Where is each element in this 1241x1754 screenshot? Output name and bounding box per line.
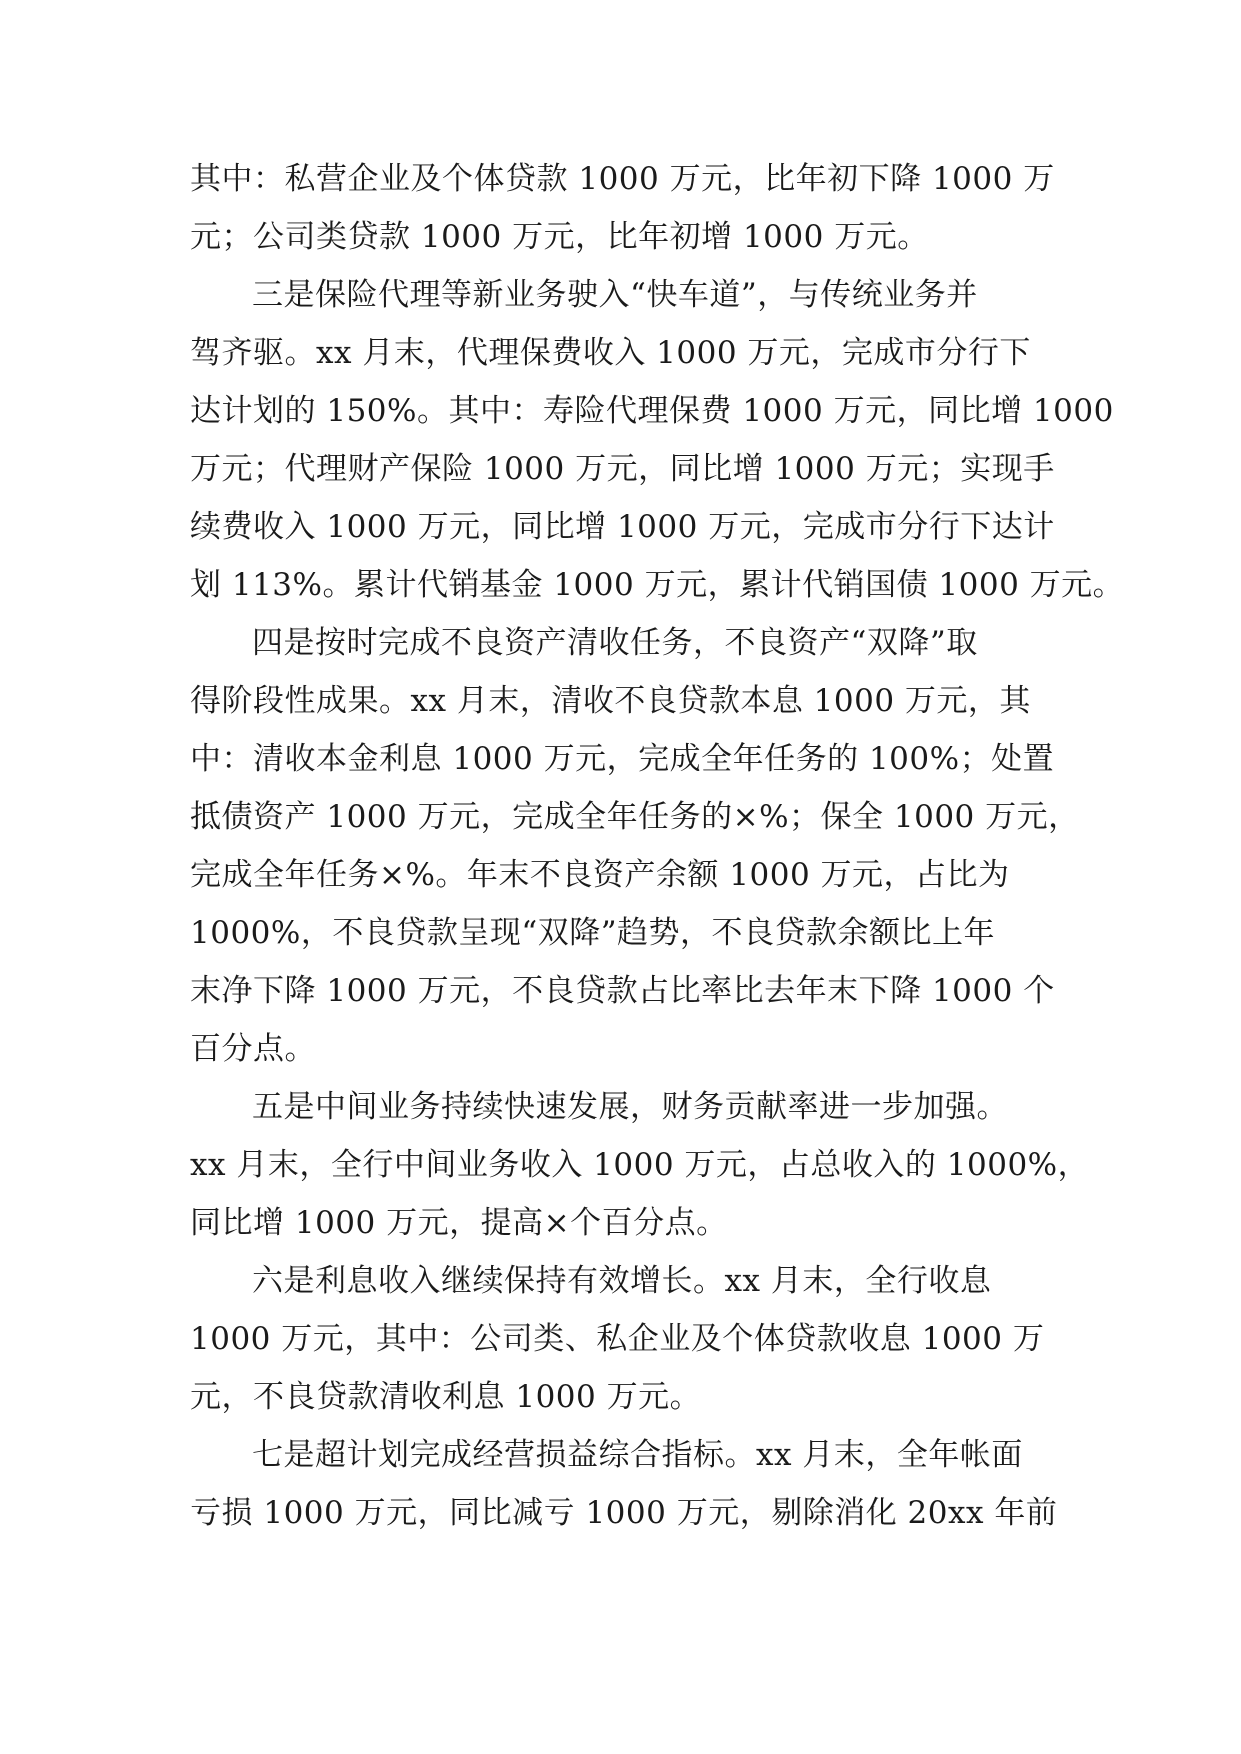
text-line: 驾齐驱。xx 月末，代理保费收入 1000 万元，完成市分行下 [190, 335, 1031, 371]
text-line: 得阶段性成果。xx 月末，清收不良贷款本息 1000 万元，其 [190, 683, 1031, 719]
paragraph [190, 1252, 1050, 1426]
text-line: 完成全年任务×%。年末不良资产余额 1000 万元，占比为 [190, 857, 1010, 893]
text-line: 同比增 1000 万元，提高×个百分点。 [190, 1205, 728, 1241]
text-line: 末净下降 1000 万元，不良贷款占比率比去年末下降 1000 个 [190, 973, 1055, 1009]
text-line: 达计划的 150%。其中：寿险代理保费 1000 万元，同比增 1000 [190, 393, 1114, 429]
text-line: 百分点。 [190, 1031, 316, 1067]
text-line: 1000%，不良贷款呈现“双降”趋势，不良贷款余额比上年 [190, 915, 996, 951]
text-line: 1000 万元，其中：公司类、私企业及个体贷款收息 1000 万 [190, 1321, 1045, 1357]
paragraph [190, 266, 1125, 614]
text-line: 五是中间业务持续快速发展，财务贡献率进一步加强。 [252, 1089, 1008, 1125]
text-line: 续费收入 1000 万元，同比增 1000 万元，完成市分行下达计 [190, 509, 1055, 545]
text-line: 元；公司类贷款 1000 万元，比年初增 1000 万元。 [190, 219, 929, 255]
text-line: 抵债资产 1000 万元，完成全年任务的×%；保全 1000 万元， [190, 799, 1080, 835]
paragraph [190, 150, 1055, 266]
text-line: xx 月末，全行中间业务收入 1000 万元，占总收入的 1000%， [190, 1147, 1090, 1183]
text-line: 亏损 1000 万元，同比减亏 1000 万元，剔除消化 20xx 年前 [190, 1495, 1058, 1531]
paragraph [190, 614, 1080, 1078]
text-line: 万元；代理财产保险 1000 万元，同比增 1000 万元；实现手 [190, 451, 1055, 487]
text-line: 三是保险代理等新业务驶入“快车道”，与传统业务并 [252, 277, 978, 313]
text-line: 四是按时完成不良资产清收任务，不良资产“双降”取 [252, 625, 978, 661]
text-line: 七是超计划完成经营损益综合指标。xx 月末，全年帐面 [252, 1437, 1023, 1473]
document-body [190, 150, 1125, 1542]
paragraph [190, 1426, 1058, 1542]
text-line: 其中：私营企业及个体贷款 1000 万元，比年初下降 1000 万 [190, 161, 1055, 197]
text-line: 六是利息收入继续保持有效增长。xx 月末，全行收息 [252, 1263, 992, 1299]
text-line: 中：清收本金利息 1000 万元，完成全年任务的 100%；处置 [190, 741, 1055, 777]
text-line: 划 113%。累计代销基金 1000 万元，累计代销国债 1000 万元。 [190, 567, 1125, 603]
paragraph [190, 1078, 1090, 1252]
text-line: 元，不良贷款清收利息 1000 万元。 [190, 1379, 702, 1415]
